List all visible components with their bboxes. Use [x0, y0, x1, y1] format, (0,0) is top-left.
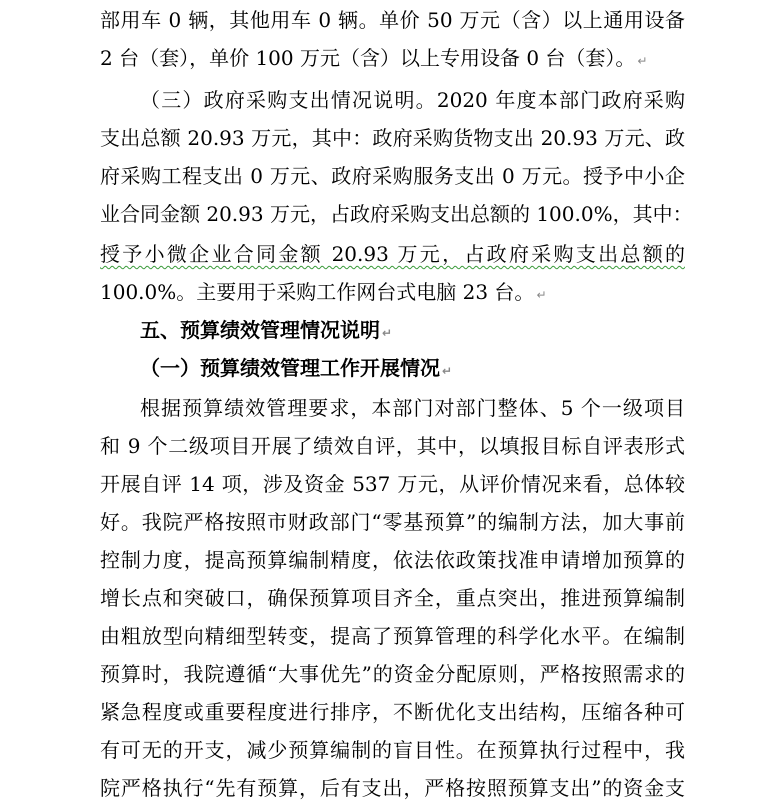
- text-line: 控制力度，提高预算编制精度，依法依政策找准申请增加预算的: [100, 548, 685, 572]
- text-line: 和 9 个二级项目开展了绩效自评，其中，以填报目标自评表形式: [100, 434, 685, 458]
- paragraph-mark-icon: ↵: [442, 364, 453, 378]
- text-line: 紧急程度或重要程度进行排序，不断优化支出结构，压缩各种可: [100, 700, 685, 724]
- subsection-heading: （一）预算绩效管理工作开展情况 ↵: [140, 356, 453, 380]
- text-line: 根据预算绩效管理要求，本部门对部门整体、5 个一级项目: [140, 396, 685, 420]
- text-line: 好。我院严格按照市财政部门“零基预算”的编制方法，加大事前: [100, 510, 685, 534]
- text-line: 100.0%。主要用于采购工作网台式电脑 23 台。 ↵: [100, 280, 547, 304]
- paragraph-mark-icon: ↵: [637, 54, 648, 68]
- paragraph-mark-icon: ↵: [536, 288, 547, 302]
- text-line: 增长点和突破口，确保预算项目齐全，重点突出，推进预算编制: [100, 586, 685, 610]
- section-heading: 五、预算绩效管理情况说明 ↵: [140, 318, 393, 342]
- paragraph-mark-icon: ↵: [382, 326, 393, 340]
- text-line: 由粗放型向精细型转变，提高了预算管理的科学化水平。在编制: [100, 624, 685, 648]
- text-line: 院严格执行“先有预算，后有支出，严格按照预算支出”的资金支: [100, 776, 685, 800]
- text-line: 支出总额 20.93 万元，其中：政府采购货物支出 20.93 万元、政: [100, 126, 685, 150]
- text-line: 部用车 0 辆，其他用车 0 辆。单价 50 万元（含）以上通用设备: [100, 8, 685, 32]
- text-line: 有可无的开支，减少预算编制的盲目性。在预算执行过程中，我: [100, 738, 685, 762]
- section-heading-procurement: （三）政府采购支出情况说明。2020 年度本部门政府采购: [140, 88, 685, 112]
- text-line: [100, 236, 685, 272]
- text-line: 府采购工程支出 0 万元、政府采购服务支出 0 万元。授予中小企: [100, 164, 685, 188]
- text-line: 2 台（套），单价 100 万元（含）以上专用设备 0 台（套）。 ↵: [100, 46, 648, 70]
- text-line: 业合同金额 20.93 万元，占政府采购支出总额的 100.0%，其中：: [100, 202, 693, 226]
- text-line: 预算时，我院遵循“大事优先”的资金分配原则，严格按照需求的: [100, 662, 685, 686]
- text-line: 开展自评 14 项，涉及资金 537 万元，从评价情况来看，总体较: [100, 472, 685, 496]
- spellcheck-underlined-text: 授予小微企业合同金额 20.93 万元，占政府采购支出总额的: [100, 242, 685, 266]
